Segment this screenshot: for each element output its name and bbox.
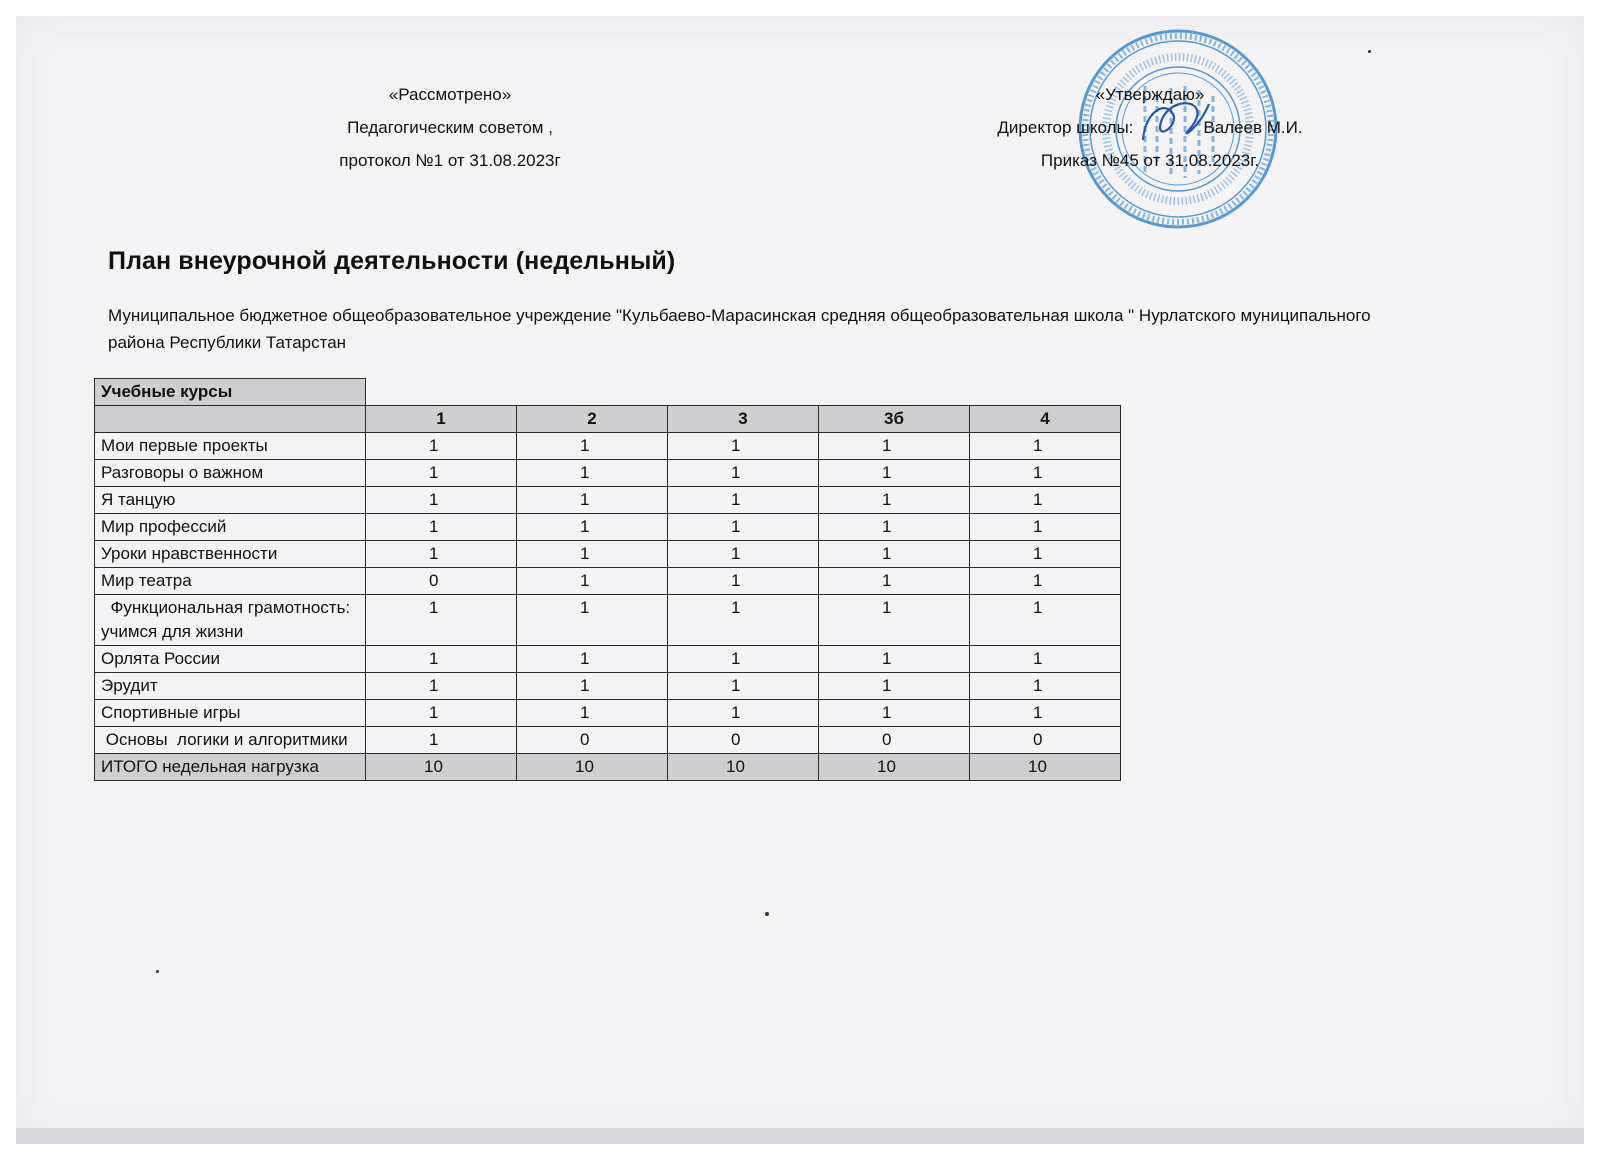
grade-header: 3б [819,406,970,433]
director-line [970,111,1330,144]
table-row [95,595,1121,646]
table-row [95,433,1121,460]
hours-cell: 1 [970,541,1121,568]
hours-cell: 10 [517,754,668,781]
course-name: Орлята России [95,646,366,673]
hours-cell: 1 [668,487,819,514]
hours-cell: 0 [970,727,1121,754]
hours-cell: 1 [819,700,970,727]
hours-cell: 1 [668,541,819,568]
scan-speck [156,970,159,973]
course-name: Спортивные игры [95,700,366,727]
hours-cell: 1 [970,433,1121,460]
grade-header: 4 [970,406,1121,433]
grade-header: 1 [366,406,517,433]
table-row [95,541,1121,568]
table-row [95,727,1121,754]
hours-cell: 1 [517,673,668,700]
hours-cell: 10 [819,754,970,781]
hours-cell: 1 [366,700,517,727]
hours-cell: 1 [668,568,819,595]
hours-cell: 0 [517,727,668,754]
hours-cell: 1 [517,646,668,673]
hours-cell: 1 [819,460,970,487]
hours-cell: 1 [819,568,970,595]
table-row [95,673,1121,700]
grade-header: 2 [517,406,668,433]
table-header-row-2 [95,406,1121,433]
hours-cell: 1 [970,646,1121,673]
course-name: Мои первые проекты [95,433,366,460]
total-row [95,754,1121,781]
hours-cell: 1 [668,433,819,460]
total-label: ИТОГО недельная нагрузка [95,754,366,781]
approved-heading: «Утверждаю» [1095,85,1205,104]
table-row [95,700,1121,727]
hours-cell: 1 [517,568,668,595]
hours-cell: 1 [819,673,970,700]
hours-cell: 1 [668,646,819,673]
header-spacer [366,379,1121,406]
hours-cell: 1 [970,568,1121,595]
course-name: Мир театра [95,568,366,595]
hours-cell: 1 [970,514,1121,541]
approval-reviewed [300,78,600,177]
header-courses: Учебные курсы [95,379,366,406]
page-title: План внеурочной деятельности (недельный) [108,247,676,275]
course-name: Я танцую [95,487,366,514]
approval-approved [970,78,1330,177]
hours-cell: 0 [819,727,970,754]
hours-cell: 0 [668,727,819,754]
hours-cell: 1 [517,595,668,646]
reviewed-heading: «Рассмотрено» [388,85,512,104]
hours-cell: 10 [970,754,1121,781]
hours-cell: 1 [366,727,517,754]
hours-cell: 1 [668,460,819,487]
hours-cell: 1 [970,700,1121,727]
hours-cell: 1 [819,433,970,460]
course-name: Уроки нравственности [95,541,366,568]
course-name: Разговоры о важном [95,460,366,487]
hours-cell: 1 [366,673,517,700]
scan-edge [16,1128,1584,1144]
hours-cell: 1 [668,595,819,646]
activity-plan-table [94,378,1121,781]
course-name: Эрудит [95,673,366,700]
table-row [95,646,1121,673]
hours-cell: 10 [366,754,517,781]
scan-speck [1368,50,1371,53]
hours-cell: 1 [517,433,668,460]
hours-cell: 1 [366,646,517,673]
hours-cell: 1 [668,673,819,700]
hours-cell: 1 [366,460,517,487]
hours-cell: 1 [517,541,668,568]
hours-cell: 1 [970,673,1121,700]
hours-cell: 1 [366,541,517,568]
grade-header: 3 [668,406,819,433]
table-header-row-1 [95,379,1121,406]
table-row [95,568,1121,595]
hours-cell: 1 [668,700,819,727]
table-row [95,460,1121,487]
hours-cell: 1 [970,595,1121,646]
course-name: Основы логики и алгоритмики [95,727,366,754]
hours-cell: 1 [366,433,517,460]
course-name: Мир профессий [95,514,366,541]
hours-cell: 1 [970,460,1121,487]
organization-name: Муниципальное бюджетное общеобразовательное учреждение "Кульбаево-Марасинская средняя общеобразовательная школа " Нурлатского муниципального района Республики Татарстан [108,306,1371,352]
hours-cell: 1 [517,700,668,727]
director-name: Валеев М.И. [1203,118,1303,137]
director-label: Директор школы: [997,118,1134,137]
hours-cell: 1 [819,541,970,568]
hours-cell: 1 [819,595,970,646]
hours-cell: 1 [819,487,970,514]
course-name: Функциональная грамотность: учимся для жизни [95,595,366,646]
hours-cell: 1 [668,514,819,541]
hours-cell: 1 [366,514,517,541]
hours-cell: 1 [970,487,1121,514]
reviewed-by: Педагогическим советом , [347,118,553,137]
hours-cell: 1 [366,487,517,514]
table-row [95,514,1121,541]
hours-cell: 1 [517,487,668,514]
scan-speck [765,912,769,916]
hours-cell: 10 [668,754,819,781]
reviewed-protocol: протокол №1 от 31.08.2023г [339,151,561,170]
hours-cell: 1 [819,646,970,673]
hours-cell: 0 [366,568,517,595]
approved-order: Приказ №45 от 31.08.2023г. [1040,151,1260,170]
hours-cell: 1 [517,460,668,487]
hours-cell: 1 [366,595,517,646]
hours-cell: 1 [517,514,668,541]
hours-cell: 1 [819,514,970,541]
table-row [95,487,1121,514]
header-courses-cont [95,406,366,433]
